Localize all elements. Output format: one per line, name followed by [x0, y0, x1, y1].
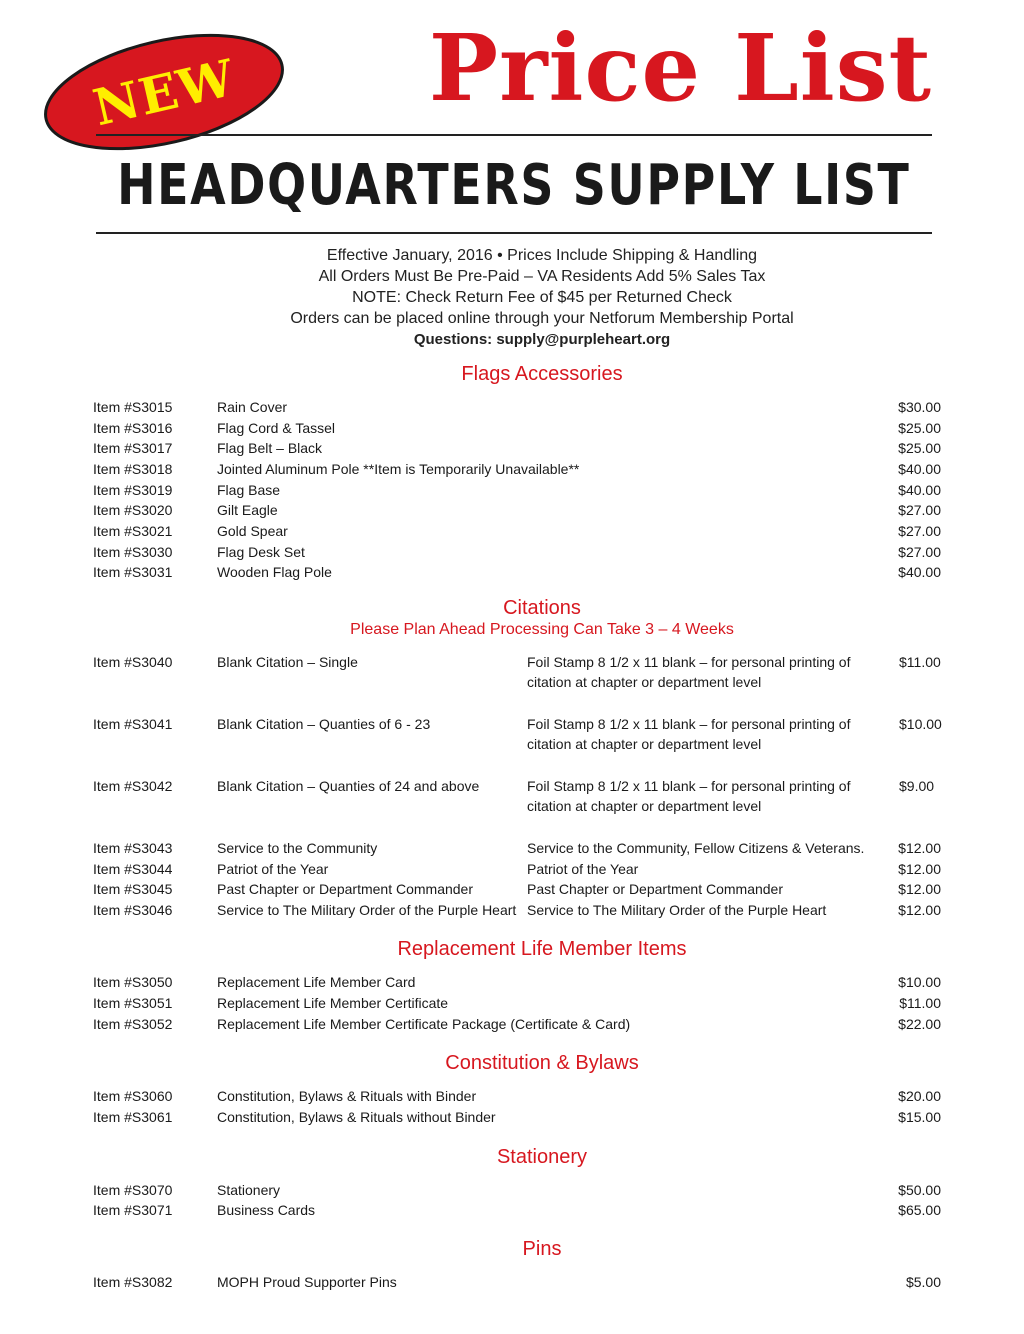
item-price: $30.00: [898, 399, 941, 415]
item-number: Item #S3021: [93, 523, 173, 539]
item-price: $40.00: [898, 482, 941, 498]
section-title-stationery: Stationery: [496, 1146, 588, 1168]
item-price: $20.00: [898, 1088, 941, 1104]
item-name: Flag Belt – Black: [217, 440, 323, 456]
item-number: Item #S3016: [93, 420, 173, 436]
item-name: Constitution, Bylaws & Rituals with Binder: [217, 1088, 477, 1104]
item-description: Service to The Military Order of the Purple Heart: [527, 902, 827, 918]
table-row: [93, 900, 941, 921]
section-title-pins: Pins: [522, 1238, 562, 1260]
item-price: $27.00: [898, 502, 941, 518]
item-price: $5.00: [905, 1274, 941, 1290]
item-price: $12.00: [898, 840, 941, 856]
item-price: $12.00: [898, 881, 941, 897]
info-line: All Orders Must Be Pre-Paid – VA Residents Add 5% Sales Tax: [318, 268, 766, 285]
item-description: Patriot of the Year: [527, 861, 639, 877]
table-row: [93, 1180, 941, 1201]
item-price: $11.00: [899, 995, 941, 1011]
subtitle-divider: [96, 232, 932, 234]
item-price: $25.00: [898, 440, 941, 456]
section-title-life-member: Replacement Life Member Items: [397, 938, 687, 960]
item-number: Item #S3020: [93, 502, 173, 518]
item-number: Item #S3071: [93, 1202, 173, 1218]
item-number: Item #S3052: [93, 1016, 173, 1032]
item-name: Wooden Flag Pole: [217, 564, 332, 580]
item-name: Blank Citation – Quanties of 6 - 23: [217, 716, 431, 732]
item-name: Gold Spear: [217, 523, 288, 539]
item-number: Item #S3031: [93, 564, 173, 580]
item-price: $65.00: [898, 1202, 941, 1218]
item-description: Foil Stamp 8 1/2 x 11 blank – for personal printing of citation at chapter or department level: [527, 778, 851, 814]
item-price: $27.00: [898, 523, 941, 539]
item-name: Service to The Military Order of the Purple Heart: [217, 902, 517, 918]
info-line: NOTE: Check Return Fee of $45 per Returned Check: [352, 289, 732, 306]
table-row: [93, 776, 941, 818]
item-number: Item #S3060: [93, 1088, 173, 1104]
item-price: $40.00: [898, 564, 941, 580]
item-price: $9.00: [899, 778, 935, 794]
table-row: [93, 972, 941, 993]
item-number: Item #S3019: [93, 482, 173, 498]
item-price: $12.00: [898, 861, 941, 877]
item-price: $25.00: [898, 420, 941, 436]
table-row: [93, 652, 941, 694]
item-name: Blank Citation – Single: [217, 654, 358, 670]
item-name: Blank Citation – Quanties of 24 and above: [217, 778, 480, 794]
item-name: Flag Desk Set: [217, 544, 305, 560]
badge-text: NEW: [87, 47, 241, 137]
item-name: Replacement Life Member Card: [217, 974, 416, 990]
item-price: $40.00: [898, 461, 941, 477]
item-price: $50.00: [898, 1182, 941, 1198]
table-row: [93, 438, 941, 459]
table-row: [93, 859, 941, 880]
item-name: Gilt Eagle: [217, 502, 278, 518]
item-name: Patriot of the Year: [217, 861, 329, 877]
table-row: [93, 562, 941, 583]
item-number: Item #S3041: [93, 716, 173, 732]
subtitle-text: HEADQUARTERS SUPPLY LIST: [117, 152, 911, 218]
item-number: Item #S3015: [93, 399, 173, 415]
item-number: Item #S3043: [93, 840, 173, 856]
section-subtitle-citations: Please Plan Ahead Processing Can Take 3 – 4 Weeks: [350, 621, 734, 638]
item-number: Item #S3082: [93, 1274, 173, 1290]
item-number: Item #S3018: [93, 461, 173, 477]
item-name: Replacement Life Member Certificate: [217, 995, 449, 1011]
item-name: Rain Cover: [217, 399, 288, 415]
table-row: [93, 1086, 941, 1107]
table-row: [93, 500, 941, 521]
item-name: Jointed Aluminum Pole **Item is Temporarily Unavailable**: [217, 461, 580, 477]
section-title-flags: Flags Accessories: [461, 363, 623, 385]
item-description: Past Chapter or Department Commander: [527, 881, 783, 897]
item-number: Item #S3045: [93, 881, 173, 897]
table-row: [93, 714, 941, 756]
page-subtitle: [96, 140, 932, 230]
item-number: Item #S3042: [93, 778, 173, 794]
item-name: Stationery: [217, 1182, 281, 1198]
item-number: Item #S3046: [93, 902, 173, 918]
item-number: Item #S3051: [93, 995, 173, 1011]
item-number: Item #S3070: [93, 1182, 173, 1198]
item-price: $10.00: [899, 716, 942, 732]
item-price: $22.00: [898, 1016, 941, 1032]
table-row: [93, 879, 941, 900]
item-price: $27.00: [898, 544, 941, 560]
item-number: Item #S3030: [93, 544, 173, 560]
item-name: Business Cards: [217, 1202, 316, 1218]
title-divider: [96, 134, 932, 136]
item-name: Past Chapter or Department Commander: [217, 881, 473, 897]
item-number: Item #S3050: [93, 974, 173, 990]
item-number: Item #S3017: [93, 440, 173, 456]
item-number: Item #S3061: [93, 1109, 173, 1125]
item-name: Replacement Life Member Certificate Package (Certificate & Card): [217, 1016, 631, 1032]
item-number: Item #S3040: [93, 654, 173, 670]
item-number: Item #S3044: [93, 861, 173, 877]
table-row: [93, 521, 941, 542]
item-price: $11.00: [899, 654, 941, 670]
table-row: [93, 1272, 941, 1293]
table-row: [93, 418, 941, 439]
item-name: Flag Base: [217, 482, 281, 498]
item-description: Foil Stamp 8 1/2 x 11 blank – for personal printing of citation at chapter or department level: [527, 654, 851, 690]
table-row: [93, 480, 941, 501]
table-row: [93, 838, 941, 859]
item-price: $12.00: [898, 902, 941, 918]
item-name: Service to the Community: [217, 840, 378, 856]
info-block: [0, 245, 1024, 350]
table-row: [93, 1014, 941, 1035]
item-name: Constitution, Bylaws & Rituals without Binder: [217, 1109, 496, 1125]
item-description: Foil Stamp 8 1/2 x 11 blank – for personal printing of citation at chapter or department level: [527, 716, 851, 752]
item-description: Service to the Community, Fellow Citizens & Veterans.: [527, 840, 865, 856]
item-name: MOPH Proud Supporter Pins: [217, 1274, 397, 1290]
item-price: $15.00: [898, 1109, 941, 1125]
info-line: Effective January, 2016 • Prices Include Shipping & Handling: [326, 247, 758, 264]
page-title: Price List: [428, 14, 932, 122]
item-name: Flag Cord & Tassel: [217, 420, 336, 436]
questions-line: Questions: supply@purpleheart.org: [413, 331, 671, 348]
info-line: Orders can be placed online through your Netforum Membership Portal: [290, 310, 794, 327]
table-row: [93, 397, 941, 418]
item-price: $10.00: [898, 974, 941, 990]
section-title-constitution: Constitution & Bylaws: [445, 1052, 639, 1074]
table-row: [93, 459, 941, 480]
section-title-citations: Citations: [503, 597, 581, 619]
table-row: [93, 1200, 941, 1221]
table-row: [93, 1107, 941, 1128]
table-row: [93, 542, 941, 563]
table-row: [93, 993, 941, 1014]
